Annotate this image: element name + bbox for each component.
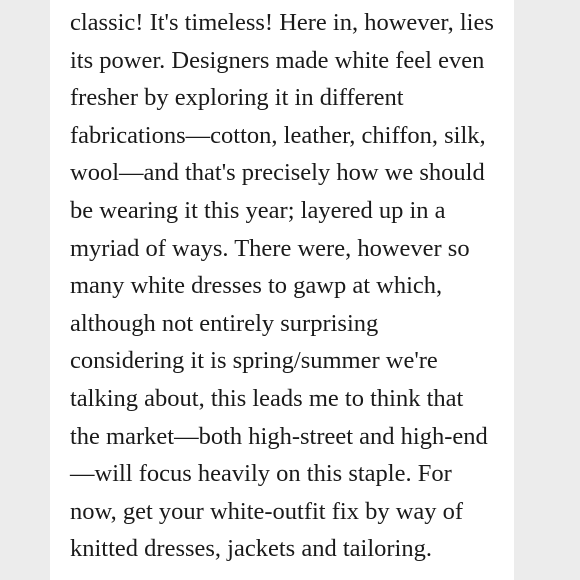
paragraph-line: myriad of ways. There were, however so [70,234,470,262]
paragraph-line: knitted dresses, jackets and tailoring. [70,535,432,563]
paragraph-line: many white dresses to gawp at which, [70,272,443,300]
article-page [50,0,514,580]
article-paragraph [70,4,510,568]
paragraph-line: talking about, this leads me to think that [70,384,464,412]
paragraph-line: considering it is spring/summer we're [70,347,438,375]
paragraph-line: fabrications—cotton, leather, chiffon, silk, [70,121,486,149]
paragraph-line: now, get your white-outfit fix by way of [70,497,464,525]
paragraph-line: be wearing it this year; layered up in a [70,196,446,224]
paragraph-line: its power. Designers made white feel even [70,46,485,74]
paragraph-line: wool—and that's precisely how we should [70,159,485,187]
paragraph-line: —will focus heavily on this staple. For [70,460,452,488]
paragraph-line: although not entirely surprising [70,309,379,337]
paragraph-line: classic! It's timeless! Here in, however, lies [70,9,494,36]
paragraph-line: the market—both high-street and high-end [70,422,488,450]
paragraph-line: fresher by exploring it in different [70,84,404,112]
